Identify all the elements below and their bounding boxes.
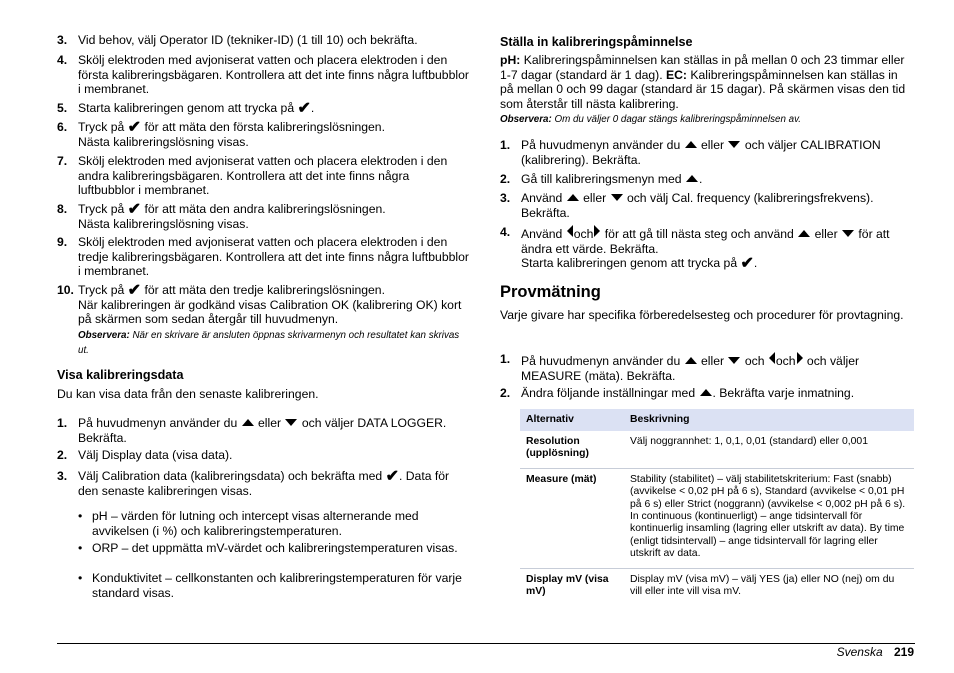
column-header: Beskrivning bbox=[624, 409, 914, 431]
footer-language: Svenska bbox=[836, 645, 883, 659]
reminder-step-2: 2. Gå till kalibreringsmenyn med . bbox=[500, 172, 703, 186]
up-arrow-icon bbox=[798, 230, 810, 237]
step-10: 10. Tryck på ✔ för att mäta den tredje kalibreringslösningen. När kalibreringen är godkänd visas Calibration OK (kalibrering OK) kort på skärmen som sedan återgår till huvudmenyn. Observera: När en skrivare är ansluten öppnas skrivarmenyn och resultatet kan skrivas ut. bbox=[57, 282, 462, 357]
step-8: 8. Tryck på ✔ för att mäta den andra kalibreringslösningen. Nästa kalibreringslösning visas. bbox=[57, 201, 386, 231]
check-icon: ✔ bbox=[385, 468, 399, 485]
options-table bbox=[520, 409, 914, 605]
prov-intro: Varje givare har specifika förberedelsesteg och procedurer för provtagning. bbox=[500, 308, 904, 322]
up-arrow-icon bbox=[685, 357, 697, 364]
provmatning-heading: Provmätning bbox=[500, 283, 601, 301]
right-arrow-icon bbox=[797, 352, 803, 364]
up-arrow-icon bbox=[567, 194, 579, 201]
table-cell-option: Display mV (visa mV) bbox=[526, 573, 609, 598]
step-7: 7. Skölj elektroden med avjoniserat vatten och placera elektroden i den andra kalibreringsbägaren. Kontrollera att det inte finns några luftbubblor i membranet. bbox=[57, 154, 448, 198]
down-arrow-icon bbox=[611, 194, 623, 201]
step-5: 5. Starta kalibreringen genom att trycka på ✔. bbox=[57, 100, 315, 117]
visa-step-1: 1. På huvudmenyn använder du eller och väljer DATA LOGGER. Bekräfta. bbox=[57, 416, 447, 445]
visa-heading: Visa kalibreringsdata bbox=[57, 368, 184, 382]
prov-step-2: 2. Ändra följande inställningar med . Bekräfta varje inmatning. bbox=[500, 386, 855, 400]
table-header-row bbox=[520, 409, 914, 431]
reminder-heading: Ställa in kalibreringspåminnelse bbox=[500, 35, 693, 49]
visa-intro: Du kan visa data från den senaste kalibreringen. bbox=[57, 387, 319, 401]
check-icon: ✔ bbox=[297, 100, 311, 117]
down-arrow-icon bbox=[728, 357, 740, 364]
table-row bbox=[520, 431, 914, 468]
footer-rule bbox=[57, 643, 915, 644]
table-cell-description: Välj noggrannhet: 1, 0,1, 0,01 (standard) eller 0,001 bbox=[624, 431, 914, 468]
visa-step-3: 3. Välj Calibration data (kalibreringsdata) och bekräfta med ✔. Data för den senaste kalibreringen visas. bbox=[57, 468, 450, 498]
step-9: 9. Skölj elektroden med avjoniserat vatten och placera elektroden i den tredje kalibreringsbägaren. Kontrollera att det inte finns några luftbubblor i membranet. bbox=[57, 235, 469, 279]
table-cell-option: Measure (mät) bbox=[520, 468, 624, 568]
down-arrow-icon bbox=[285, 419, 297, 426]
check-icon: ✔ bbox=[740, 255, 754, 273]
list-item: • pH – värden för lutning och intercept visas alternerande med avvikelsen (i %) och kalibreringstemperaturen. bbox=[78, 509, 419, 538]
page-number: 219 bbox=[893, 645, 914, 659]
up-arrow-icon bbox=[242, 419, 254, 426]
down-arrow-icon bbox=[842, 230, 854, 237]
right-arrow-icon bbox=[594, 225, 600, 237]
list-item: • Konduktivitet – cellkonstanten och kalibreringstemperaturen för varje standard visas. bbox=[78, 571, 462, 600]
table-row bbox=[520, 468, 914, 568]
reminder-step-1: 1. På huvudmenyn använder du eller och väljer CALIBRATION (kalibrering). Bekräfta. bbox=[500, 138, 881, 167]
check-icon: ✔ bbox=[127, 119, 142, 136]
note: Observera: Om du väljer 0 dagar stängs kalibreringspåminnelsen av. bbox=[500, 114, 801, 126]
step-3: 3. Vid behov, välj Operator ID (tekniker-ID) (1 till 10) och bekräfta. bbox=[57, 33, 418, 47]
table-cell-description: Display mV (visa mV) – välj YES (ja) eller NO (nej) om du vill eller inte vill visa mV. bbox=[630, 573, 895, 598]
list-item: • ORP – det uppmätta mV-värdet och kalibreringstemperaturen visas. bbox=[78, 541, 458, 555]
note: Observera: När en skrivare är ansluten öppnas skrivarmenyn och resultatet kan skrivas ut. bbox=[78, 329, 460, 357]
up-arrow-icon bbox=[700, 389, 712, 396]
down-arrow-icon bbox=[728, 141, 740, 148]
column-header: Alternativ bbox=[520, 409, 624, 431]
step-4: 4. Skölj elektroden med avjoniserat vatten och placera elektroden i den första kalibreringsbägaren. Kontrollera att det inte finns några luftbubblor i membranet. bbox=[57, 53, 469, 97]
table-row bbox=[520, 568, 914, 605]
up-arrow-icon bbox=[685, 141, 697, 148]
footer bbox=[837, 645, 914, 659]
up-arrow-icon bbox=[686, 175, 698, 182]
left-arrow-icon bbox=[567, 225, 573, 237]
table-cell-description: Stability (stabilitet) – välj stabilitetskriterium: Fast (snabb) (avvikelse < 0,02 pH på 6 s), Standard (avvikelse < 0,01 pH på 6 s) eller Strict (noggrann) (avvikelse < 0,002 pH på 6 s). In continuous (kontinuerligt) – ange tidsintervall för kontinuerlig insamling (lagring eller utskrift av data). By time (enligt tidsintervall) – ange tidsintervall för lagring eller utskrift av data. bbox=[624, 468, 914, 568]
table-cell-option: Resolution (upplösning) bbox=[520, 431, 624, 468]
left-arrow-icon bbox=[769, 352, 775, 364]
reminder-text: pH: Kalibreringspåminnelsen kan ställas in på mellan 0 och 23 timmar eller 1-7 dagar (standard är 1 dag). EC: Kalibreringspåminnelsen kan ställas in på mellan 0 och 99 dagar (standard är 15 dagar). På skärmen visas den tid som återstår till nästa kalibrering. Observera: Om du väljer 0 dagar stängs kalibreringspåminnelsen av. bbox=[500, 53, 906, 126]
step-6: 6. Tryck på ✔ för att mäta den första kalibreringslösningen. Nästa kalibreringslösning visas. bbox=[57, 119, 385, 149]
reminder-step-3: 3. Använd eller och välj Cal. frequency (kalibreringsfrekvens). Bekräfta. bbox=[500, 191, 874, 220]
reminder-step-4: 4. Använd och för att gå till nästa steg och använd eller för att ändra ett värde. Bekräfta. Starta kalibreringen genom att trycka på ✔. bbox=[500, 225, 890, 273]
check-icon: ✔ bbox=[127, 201, 142, 218]
visa-step-2: 2. Välj Display data (visa data). bbox=[57, 448, 233, 462]
prov-step-1: 1. På huvudmenyn använder du eller och och och väljer MEASURE (mäta). Bekräfta. bbox=[500, 352, 860, 383]
check-icon: ✔ bbox=[127, 282, 142, 299]
